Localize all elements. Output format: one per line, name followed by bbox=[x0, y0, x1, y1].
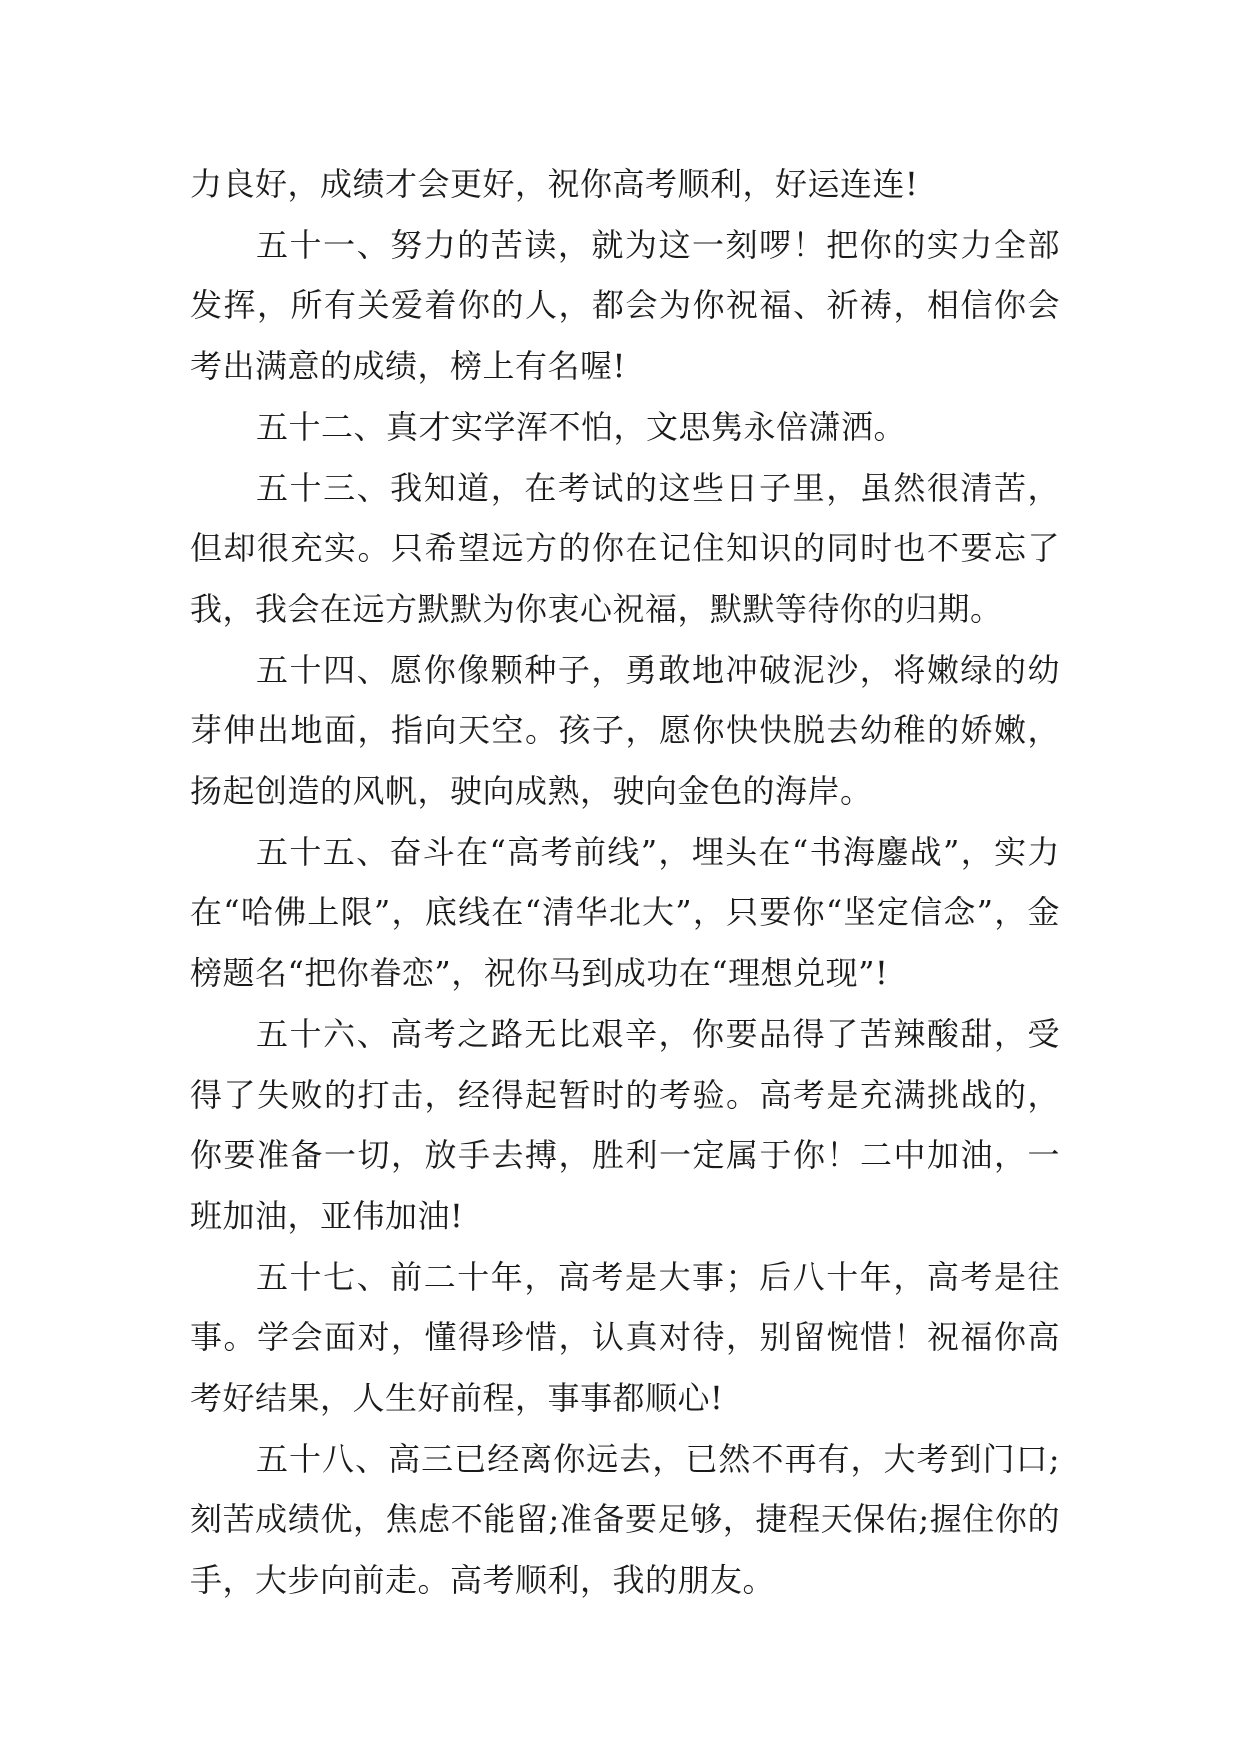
paragraph-53: 五十三、我知道，在考试的这些日子里，虽然很清苦，但却很充实。只希望远方的你在记住知识的同时也不要忘了我，我会在远方默默为你衷心祝福，默默等待你的归期。 bbox=[190, 468, 1060, 628]
paragraph-continuation: 力良好，成绩才会更好，祝你高考顺利，好运连连! bbox=[190, 165, 919, 203]
paragraph-58: 五十八、高三已经离你远去，已然不再有，大考到门口;刻苦成绩优，焦虑不能留;准备要足够，捷程天保佑;握住你的手，大步向前走。高考顺利，我的朋友。 bbox=[190, 1439, 1060, 1600]
paragraph-57: 五十七、前二十年，高考是大事；后八十年，高考是往事。学会面对，懂得珍惜，认真对待，别留惋惜！祝福你高考好结果，人生好前程，事事都顺心! bbox=[190, 1257, 1060, 1418]
paragraph-51: 五十一、努力的苦读，就为这一刻啰！把你的实力全部发挥，所有关爱着你的人，都会为你祝福、祈祷，相信你会考出满意的成绩，榜上有名喔! bbox=[190, 225, 1060, 386]
paragraph-56: 五十六、高考之路无比艰辛，你要品得了苦辣酸甜，受得了失败的打击，经得起暂时的考验。高考是充满挑战的，你要准备一切，放手去搏，胜利一定属于你！二中加油，一班加油，亚伟加油! bbox=[190, 1014, 1060, 1235]
paragraph-54: 五十四、愿你像颗种子，勇敢地冲破泥沙，将嫩绿的幼芽伸出地面，指向天空。孩子，愿你快快脱去幼稚的娇嫩，扬起创造的风帆，驶向成熟，驶向金色的海岸。 bbox=[190, 650, 1060, 811]
document-body bbox=[190, 154, 1060, 1611]
paragraph-55: 五十五、奋斗在“高考前线”，埋头在“书海鏖战”，实力在“哈佛上限”，底线在“清华北大”，只要你“坚定信念”，金榜题名“把你眷恋”，祝你马到成功在“理想兑现”! bbox=[190, 832, 1060, 993]
paragraph-52: 五十二、真才实学浑不怕，文思隽永倍潇洒。 bbox=[256, 407, 907, 446]
